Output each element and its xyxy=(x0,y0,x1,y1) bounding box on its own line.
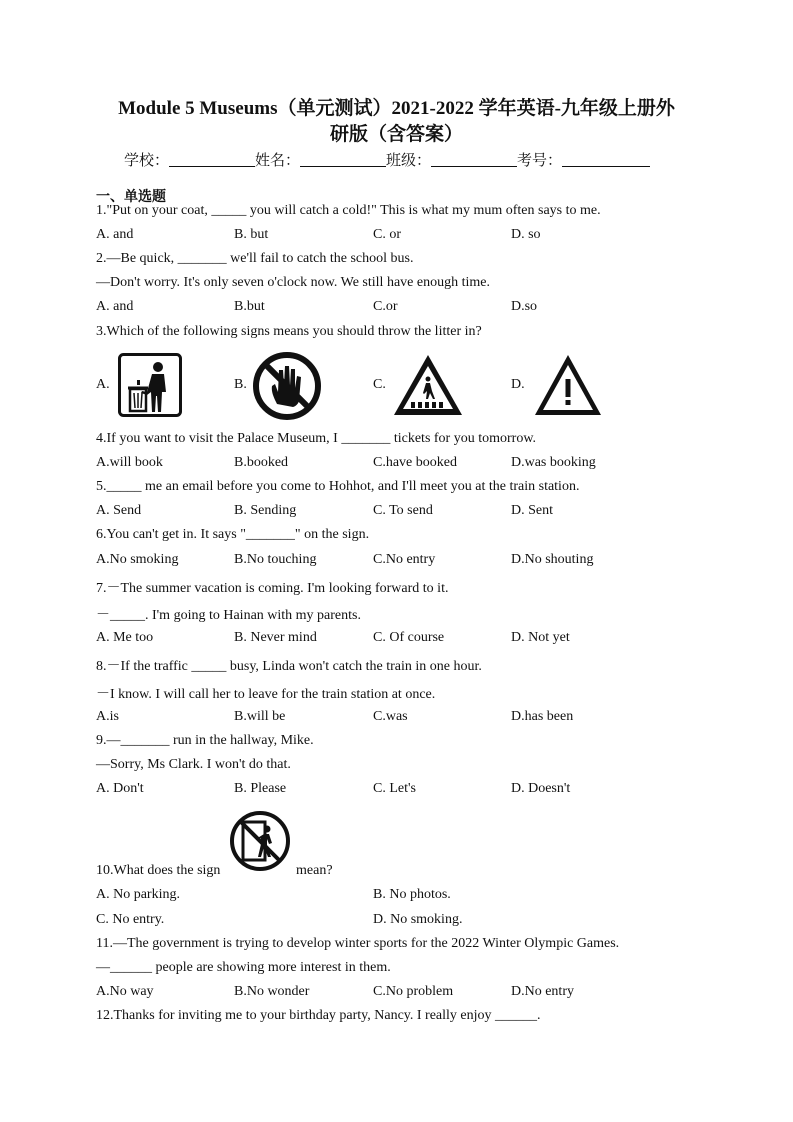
student-info-row xyxy=(124,149,650,170)
q9-option-a: A. Don't xyxy=(96,781,144,796)
document-title-line2: 研版（含答案） xyxy=(329,124,463,145)
q7-option-d: D. Not yet xyxy=(511,630,570,645)
q5-option-a: A. Send xyxy=(96,503,142,518)
question-9-reply: —Sorry, Ms Clark. I won't do that. xyxy=(96,757,291,772)
q11-option-b: B.No wonder xyxy=(234,984,310,999)
q11-option-c: C.No problem xyxy=(373,984,454,999)
pedestrian-crossing-sign-icon xyxy=(391,352,465,418)
q3-option-b: B. xyxy=(234,377,247,392)
section-heading: 一、单选题 xyxy=(96,190,166,205)
question-12: 12.Thanks for inviting me to your birthday party, Nancy. I really enjoy ______. xyxy=(96,1008,541,1023)
warning-sign-icon xyxy=(532,352,604,418)
q3-option-c: C. xyxy=(373,377,386,392)
q2-option-a: A. and xyxy=(96,299,134,314)
litter-bin-sign-icon xyxy=(118,353,182,417)
q8-option-a: A.is xyxy=(96,709,119,724)
q11-option-d: D.No entry xyxy=(511,984,574,999)
q8-option-d: D.has been xyxy=(511,709,574,724)
question-6: 6.You can't get in. It says "_______" on the sign. xyxy=(96,527,370,542)
question-4: 4.If you want to visit the Palace Museum, I _______ tickets for you tomorrow. xyxy=(96,431,537,446)
question-11: 11.—The government is trying to develop winter sports for the 2022 Winter Olympic Games. xyxy=(96,936,620,951)
q4-option-a: A.will book xyxy=(96,455,163,470)
question-10-start: 10.What does the sign xyxy=(96,863,221,878)
name-blank[interactable] xyxy=(300,152,386,167)
question-7: 7.－The summer vacation is coming. I'm looking forward to it. xyxy=(96,581,449,596)
q6-option-c: C.No entry xyxy=(373,552,436,567)
q9-option-b: B. Please xyxy=(234,781,287,796)
q10-option-c: C. No entry. xyxy=(96,912,165,927)
question-5: 5._____ me an email before you come to Hohhot, and I'll meet you at the train station. xyxy=(96,479,580,494)
q2-option-c: C.or xyxy=(373,299,398,314)
question-7-reply: －_____. I'm going to Hainan with my parents. xyxy=(96,608,361,623)
q5-option-d: D. Sent xyxy=(511,503,553,518)
number-blank[interactable] xyxy=(562,152,650,167)
q3-option-d: D. xyxy=(511,377,525,392)
q4-option-d: D.was booking xyxy=(511,455,596,470)
q6-option-d: D.No shouting xyxy=(511,552,594,567)
school-blank[interactable] xyxy=(169,152,255,167)
number-label: 考号： xyxy=(517,153,563,169)
q1-option-a: A. and xyxy=(96,227,134,242)
question-9: 9.—_______ run in the hallway, Mike. xyxy=(96,733,314,748)
q6-option-a: A.No smoking xyxy=(96,552,179,567)
document-title-line1: Module 5 Museums（单元测试）2021-2022 学年英语-九年级上册外 xyxy=(118,98,675,119)
q5-option-c: C. To send xyxy=(373,503,433,518)
q1-option-d: D. so xyxy=(511,227,541,242)
q1-option-b: B. but xyxy=(234,227,269,242)
q9-option-d: D. Doesn't xyxy=(511,781,571,796)
q5-option-b: B. Sending xyxy=(234,503,297,518)
q10-option-a: A. No parking. xyxy=(96,887,180,902)
q7-option-b: B. Never mind xyxy=(234,630,317,645)
question-8-reply: －I know. I will call her to leave for the train station at once. xyxy=(96,687,436,702)
q6-option-b: B.No touching xyxy=(234,552,317,567)
question-8: 8.－If the traffic _____ busy, Linda won't catch the train in one hour. xyxy=(96,659,482,674)
question-1: 1."Put on your coat, _____ you will catch a cold!" This is what my mum often says to me. xyxy=(96,203,601,218)
q1-option-c: C. or xyxy=(373,227,401,242)
q7-option-c: C. Of course xyxy=(373,630,445,645)
q4-option-b: B.booked xyxy=(234,455,289,470)
name-label: 姓名： xyxy=(255,153,301,169)
q10-option-d: D. No smoking. xyxy=(373,912,463,927)
question-11-reply: —______ people are showing more interest in them. xyxy=(96,960,391,975)
no-entry-person-sign-icon xyxy=(229,810,291,872)
q8-option-b: B.will be xyxy=(234,709,286,724)
question-2: 2.—Be quick, _______ we'll fail to catch the school bus. xyxy=(96,251,414,266)
question-3: 3.Which of the following signs means you should throw the litter in? xyxy=(96,324,482,339)
q11-option-a: A.No way xyxy=(96,984,154,999)
q2-option-d: D.so xyxy=(511,299,538,314)
no-touching-sign-icon xyxy=(253,352,321,420)
q8-option-c: C.was xyxy=(373,709,408,724)
q3-option-a: A. xyxy=(96,377,110,392)
q2-option-b: B.but xyxy=(234,299,265,314)
q9-option-c: C. Let's xyxy=(373,781,416,796)
school-label: 学校： xyxy=(124,153,170,169)
question-2-reply: —Don't worry. It's only seven o'clock now. We still have enough time. xyxy=(96,275,490,290)
class-label: 班级： xyxy=(386,153,432,169)
question-10-end: mean? xyxy=(296,863,333,878)
q4-option-c: C.have booked xyxy=(373,455,457,470)
class-blank[interactable] xyxy=(431,152,517,167)
q10-option-b: B. No photos. xyxy=(373,887,451,902)
q7-option-a: A. Me too xyxy=(96,630,154,645)
